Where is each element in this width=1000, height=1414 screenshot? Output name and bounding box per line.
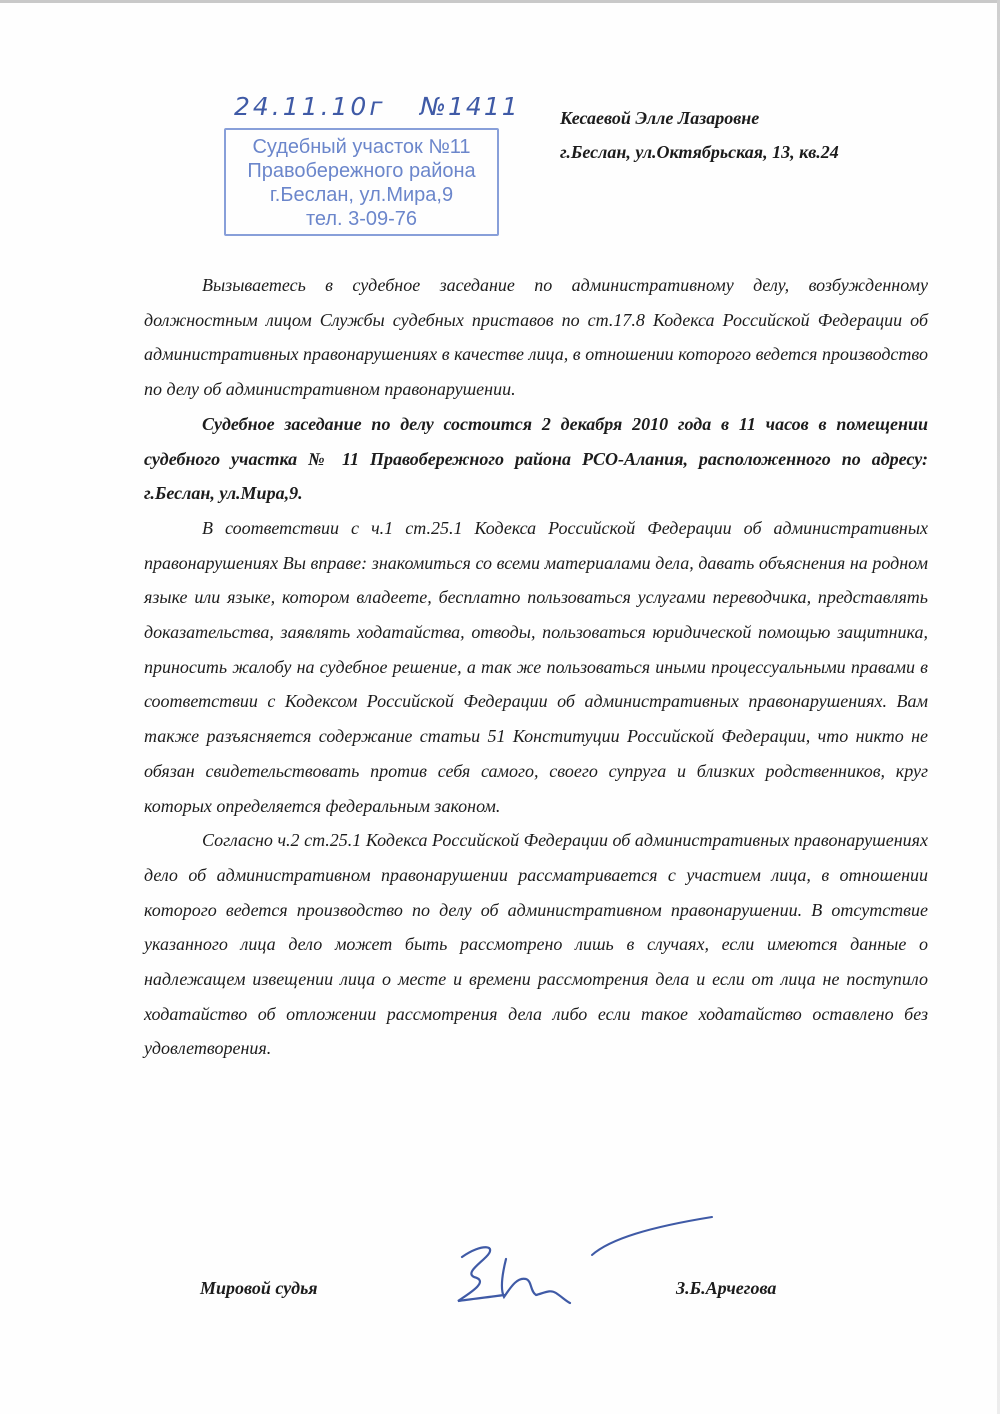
scan-edge-top	[0, 0, 1000, 3]
paragraph-rights: В соответствии с ч.1 ст.25.1 Кодекса Российской Федерации об административных правонарушениях Вы вправе: знакомиться со всеми материалами дела, давать объяснения на родном языке или языке, котором владеете, бесплатно пользоваться услугами переводчика, представлять доказательства, заявлять ходатайства, отводы, пользоваться юридической помощью защитника, приносить жалобу на судебное решение, а так же пользоваться иными процессуальными правами в соответствии с Кодексом Российской Федерации об административных правонарушениях. Вам также разъясняется содержание статьи 51 Конституции Российской Федерации, что никто не обязан свидетельствовать против себя самого, своего супруга и близких родственников, круг которых определяется федеральным законом.	[144, 517, 928, 816]
addressee-name: Кесаевой Элле Лазаровне	[560, 108, 760, 128]
paragraph-participation: Согласно ч.2 ст.25.1 Кодекса Российской Федерации об административных правонарушениях дело об административном правонарушении рассматривается с участием лица, в отношении которого ведется производство по делу об административном правонарушении. В отсутствие указанного лица дело может быть рассмотрено лишь в случаях, если имеются данные о надлежащем извещении лица о месте и времени рассмотрения дела и если от лица не поступило ходатайство об отложении рассмотрения дела либо если такое ходатайство оставлено без удовлетворения.	[144, 830, 928, 1059]
stamp-line: Судебный участок №11	[252, 136, 471, 158]
handwritten-date: 24.11.10г	[234, 92, 386, 121]
court-stamp	[224, 128, 499, 236]
signer-title: Мировой судья	[200, 1278, 318, 1298]
summons-body	[144, 268, 928, 1066]
addressee-address: г.Беслан, ул.Октябрьская, 13, кв.24	[560, 142, 839, 162]
addressee-block	[560, 101, 839, 169]
stamp-line: тел. 3-09-76	[305, 208, 418, 230]
paragraph-hearing-date: Судебное заседание по делу состоится 2 декабря 2010 года в 11 часов в помещении судебного участка № 11 Правобережного района РСО-Алания, расположенного по адресу: г.Беслан, ул.Мира,9.	[144, 413, 928, 504]
paragraph-summons: Вызываетесь в судебное заседание по административному делу, возбужденному должностным лицом Службы судебных приставов по ст.17.8 Кодекса Российской Федерации об административных правонарушениях в качестве лица, в отношении которого ведется производство по делу об административном правонарушении.	[144, 275, 928, 400]
stamp-line: Правобережного района	[247, 160, 476, 182]
handwritten-number: №1411	[420, 92, 520, 121]
stamp-line: г.Беслан, ул.Мира,9	[269, 184, 454, 206]
signer-name: З.Б.Арчегова	[676, 1278, 777, 1298]
